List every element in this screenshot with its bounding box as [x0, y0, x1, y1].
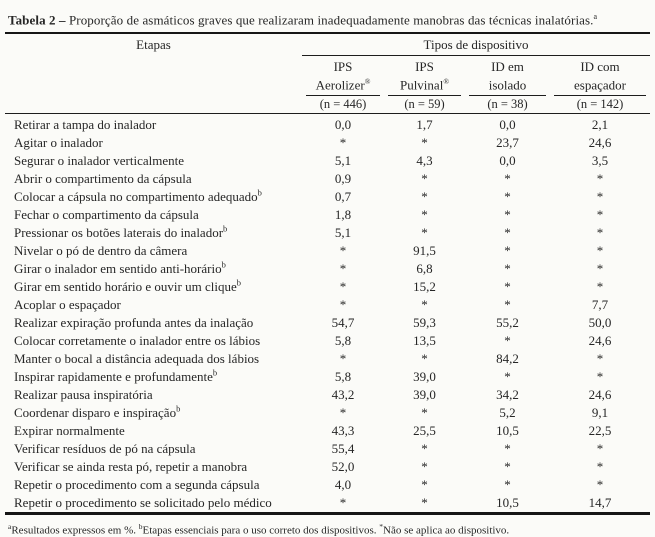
value-cell: 50,0: [588, 314, 612, 330]
step-superscript: b: [236, 277, 241, 288]
value-cell: 4,0: [334, 476, 352, 492]
table-row: [5, 260, 650, 278]
footnote-text: Resultados expressos em %.: [11, 524, 139, 537]
step-label-cell: [5, 278, 302, 296]
value-cell: 24,6: [588, 386, 612, 402]
table-row: [5, 404, 650, 422]
value-cell: 43,3: [331, 422, 355, 438]
value-cell: *: [339, 494, 347, 510]
step-label: Colocar corretamente o inalador entre os lábios: [14, 332, 261, 348]
step-label: Girar em sentido horário e ouvir um clique: [14, 278, 237, 294]
value-cell: 0,7: [334, 188, 352, 204]
sample-size-cell: (n = 142): [550, 96, 650, 114]
value-cell: 43,2: [331, 386, 355, 402]
footnote-text: Não se aplica ao dispositivo.: [383, 524, 510, 537]
value-cell: *: [339, 296, 347, 312]
device-name-line1: IPS: [415, 59, 434, 75]
value-cell: 39,0: [413, 368, 436, 384]
value-cell: 59,3: [413, 314, 436, 330]
value-cell: 0,0: [499, 152, 516, 168]
step-label: Segurar o inalador verticalmente: [14, 152, 185, 168]
table-title-superscript: a: [593, 12, 598, 21]
header-row-sample-sizes: [5, 96, 650, 114]
table-row: [5, 440, 650, 458]
header-row-devices: [5, 56, 650, 96]
table-row: [5, 224, 650, 242]
value-cell: *: [339, 134, 347, 150]
step-label: Manter o bocal a distância adequada dos lábios: [14, 350, 260, 366]
step-label-cell: [5, 152, 302, 170]
step-label-cell: [5, 188, 302, 206]
value-cell: 9,1: [591, 404, 609, 420]
value-cell: 25,5: [413, 422, 436, 438]
column-group-header: [302, 33, 650, 56]
step-label-cell: [5, 296, 302, 314]
sample-size-cell: (n = 38): [465, 96, 550, 114]
step-label: Agitar o inalador: [14, 134, 103, 150]
step-label: Realizar pausa inspiratória: [14, 386, 153, 402]
step-label-cell: [5, 170, 302, 188]
value-cell: 14,7: [588, 494, 612, 510]
value-cell: 1,8: [334, 206, 352, 222]
sample-size-cell: (n = 446): [302, 96, 384, 114]
footnote-superscript: b: [138, 521, 143, 531]
value-cell: 10,5: [496, 494, 519, 510]
empty-header-cell: [5, 56, 302, 96]
step-label-cell: [5, 350, 302, 368]
device-name-line2: isolado: [488, 77, 527, 93]
value-cell: *: [421, 188, 428, 204]
table-row: [5, 314, 650, 332]
value-cell: *: [504, 332, 511, 348]
value-cell: *: [504, 476, 511, 492]
value-cell: 5,1: [334, 152, 352, 168]
table-row: [5, 206, 650, 224]
footnote-text: Etapas essenciais para o uso correto dos dispositivos.: [142, 524, 380, 537]
step-label: Expirar normalmente: [14, 422, 125, 438]
value-cell: *: [596, 242, 604, 258]
step-label-cell: [5, 422, 302, 440]
step-label: Pressionar os botões laterais do inalador: [14, 224, 224, 240]
step-superscript: b: [176, 403, 181, 414]
value-cell: *: [504, 278, 511, 294]
value-cell: *: [596, 350, 604, 366]
value-cell: *: [504, 170, 511, 186]
step-label: Girar o inalador em sentido anti-horário: [14, 260, 222, 276]
value-cell: *: [504, 296, 511, 312]
table-row: [5, 113, 650, 134]
value-cell: *: [421, 134, 428, 150]
footnote-superscript: *: [379, 521, 384, 531]
step-label: Abrir o compartimento da cápsula: [14, 170, 192, 186]
step-label-cell: [5, 368, 302, 386]
step-label-cell: [5, 314, 302, 332]
table-row: [5, 242, 650, 260]
step-label: Realizar expiração profunda antes da inalação: [14, 314, 254, 330]
value-cell: *: [421, 404, 428, 420]
step-label: Repetir o procedimento se solicitado pelo médico: [14, 494, 272, 510]
step-label: Fechar o compartimento da cápsula: [14, 206, 199, 222]
device-column-header: [465, 56, 550, 96]
device-name-line1: ID em: [491, 59, 524, 75]
value-cell: 91,5: [413, 242, 436, 258]
value-cell: *: [421, 458, 428, 474]
table-body: [5, 113, 650, 513]
value-cell: *: [504, 188, 511, 204]
value-cell: *: [596, 206, 604, 222]
step-label-cell: [5, 260, 302, 278]
value-cell: 52,0: [331, 458, 355, 474]
value-cell: *: [596, 476, 604, 492]
table-row: [5, 296, 650, 314]
value-cell: 55,2: [496, 314, 519, 330]
device-column-header: [302, 56, 384, 96]
device-name: [306, 59, 380, 95]
value-cell: *: [596, 224, 604, 240]
table-caption: Proporção de asmáticos graves que realizaram inadequadamente manobras das técnicas inalatórias.: [65, 12, 594, 28]
table-row: [5, 350, 650, 368]
value-cell: *: [596, 368, 604, 384]
value-cell: 7,7: [591, 296, 609, 312]
table-number-label: Tabela 2 –: [8, 12, 66, 28]
value-cell: *: [421, 224, 428, 240]
value-cell: 24,6: [588, 332, 612, 348]
step-label-cell: [5, 476, 302, 494]
value-cell: *: [596, 188, 604, 204]
value-cell: *: [504, 440, 511, 456]
value-cell: *: [504, 260, 511, 276]
value-cell: *: [339, 350, 347, 366]
device-name-line2: Pulvinal: [399, 77, 444, 93]
value-cell: *: [596, 458, 604, 474]
table-row: [5, 494, 650, 514]
table-footnote: [5, 520, 650, 537]
step-label: Acoplar o espaçador: [14, 296, 121, 312]
step-label: Repetir o procedimento com a segunda cápsula: [14, 476, 260, 492]
value-cell: 5,8: [334, 368, 352, 384]
header-row-group: [5, 33, 650, 56]
footnote-superscript: a: [8, 521, 12, 531]
value-cell: *: [596, 170, 604, 186]
table-row: [5, 188, 650, 206]
step-label-cell: [5, 458, 302, 476]
table-row: [5, 332, 650, 350]
step-superscript: b: [221, 259, 226, 270]
table-title: [5, 8, 650, 28]
value-cell: 0,0: [499, 116, 516, 132]
empty-header-cell: [5, 96, 302, 114]
step-label: Nivelar o pó de dentro da câmera: [14, 242, 188, 258]
value-cell: 0,0: [334, 116, 352, 132]
device-name-line1: IPS: [333, 59, 353, 75]
device-trademark-superscript: ®: [364, 77, 371, 87]
device-column-header: [550, 56, 650, 96]
table-row: [5, 134, 650, 152]
step-superscript: b: [223, 223, 228, 234]
value-cell: *: [596, 260, 604, 276]
value-cell: *: [421, 440, 428, 456]
column-header-etapas: Etapas: [136, 37, 171, 53]
step-label-cell: [5, 206, 302, 224]
step-label-cell: [5, 494, 302, 514]
value-cell: *: [504, 224, 511, 240]
table-row: [5, 368, 650, 386]
step-label-cell: [5, 332, 302, 350]
step-label: Inspirar rapidamente e profundamente: [14, 368, 213, 384]
value-cell: 1,7: [416, 116, 433, 132]
table-row: [5, 386, 650, 404]
sample-size-cell: (n = 59): [384, 96, 465, 114]
step-label: Colocar a cápsula no compartimento adequado: [14, 188, 258, 204]
value-cell: *: [596, 278, 604, 294]
table-row: [5, 422, 650, 440]
value-cell: 54,7: [331, 314, 355, 330]
device-name-line2: Aerolizer: [315, 77, 365, 93]
value-cell: *: [421, 494, 428, 510]
value-cell: 34,2: [496, 386, 519, 402]
value-cell: *: [504, 242, 511, 258]
step-label: Verificar resíduos de pó na cápsula: [14, 440, 196, 456]
step-label-cell: [5, 404, 302, 422]
value-cell: *: [504, 368, 511, 384]
data-table: [5, 32, 650, 514]
step-label-cell: [5, 134, 302, 152]
step-label-cell: [5, 440, 302, 458]
step-label: Coordenar disparo e inspiração: [14, 404, 177, 420]
value-cell: 2,1: [591, 116, 609, 132]
value-cell: *: [339, 260, 347, 276]
table-row: [5, 476, 650, 494]
value-cell: 84,2: [496, 350, 519, 366]
value-cell: 55,4: [331, 440, 355, 456]
value-cell: 39,0: [413, 386, 436, 402]
value-cell: 13,5: [413, 332, 436, 348]
value-cell: 15,2: [413, 278, 436, 294]
value-cell: 0,9: [334, 170, 352, 186]
value-cell: *: [596, 440, 604, 456]
value-cell: *: [421, 170, 428, 186]
step-label: Retirar a tampa do inalador: [14, 116, 157, 132]
device-name-line2: espaçador: [574, 77, 626, 93]
value-cell: 24,6: [588, 134, 612, 150]
value-cell: *: [504, 458, 511, 474]
value-cell: 22,5: [588, 422, 612, 438]
device-name-line1: ID com: [580, 59, 620, 75]
value-cell: 5,2: [499, 404, 516, 420]
value-cell: *: [421, 296, 428, 312]
value-cell: 4,3: [416, 152, 433, 168]
value-cell: *: [339, 404, 347, 420]
step-superscript: b: [212, 367, 218, 378]
value-cell: 5,8: [334, 332, 352, 348]
value-cell: 6,8: [416, 260, 433, 276]
value-cell: 10,5: [496, 422, 519, 438]
group-header-label: Tipos de dispositivo: [423, 37, 529, 53]
value-cell: *: [504, 206, 511, 222]
device-column-header: [384, 56, 465, 96]
device-name: [554, 59, 646, 95]
value-cell: *: [421, 350, 428, 366]
device-trademark-superscript: ®: [443, 77, 450, 87]
step-label-cell: [5, 386, 302, 404]
table-row: [5, 152, 650, 170]
value-cell: 3,5: [591, 152, 609, 168]
value-cell: *: [421, 206, 428, 222]
table-row: [5, 170, 650, 188]
step-superscript: b: [257, 187, 262, 198]
table-row: [5, 278, 650, 296]
value-cell: *: [339, 278, 347, 294]
value-cell: *: [421, 476, 428, 492]
step-label: Verificar se ainda resta pó, repetir a manobra: [14, 458, 248, 474]
value-cell: 23,7: [496, 134, 519, 150]
device-name: [469, 59, 546, 95]
step-label-cell: [5, 242, 302, 260]
table-row: [5, 458, 650, 476]
step-label-cell: [5, 224, 302, 242]
device-name: [388, 59, 461, 95]
value-cell: 5,1: [334, 224, 352, 240]
value-cell: *: [339, 242, 347, 258]
step-label-cell: [5, 113, 302, 134]
